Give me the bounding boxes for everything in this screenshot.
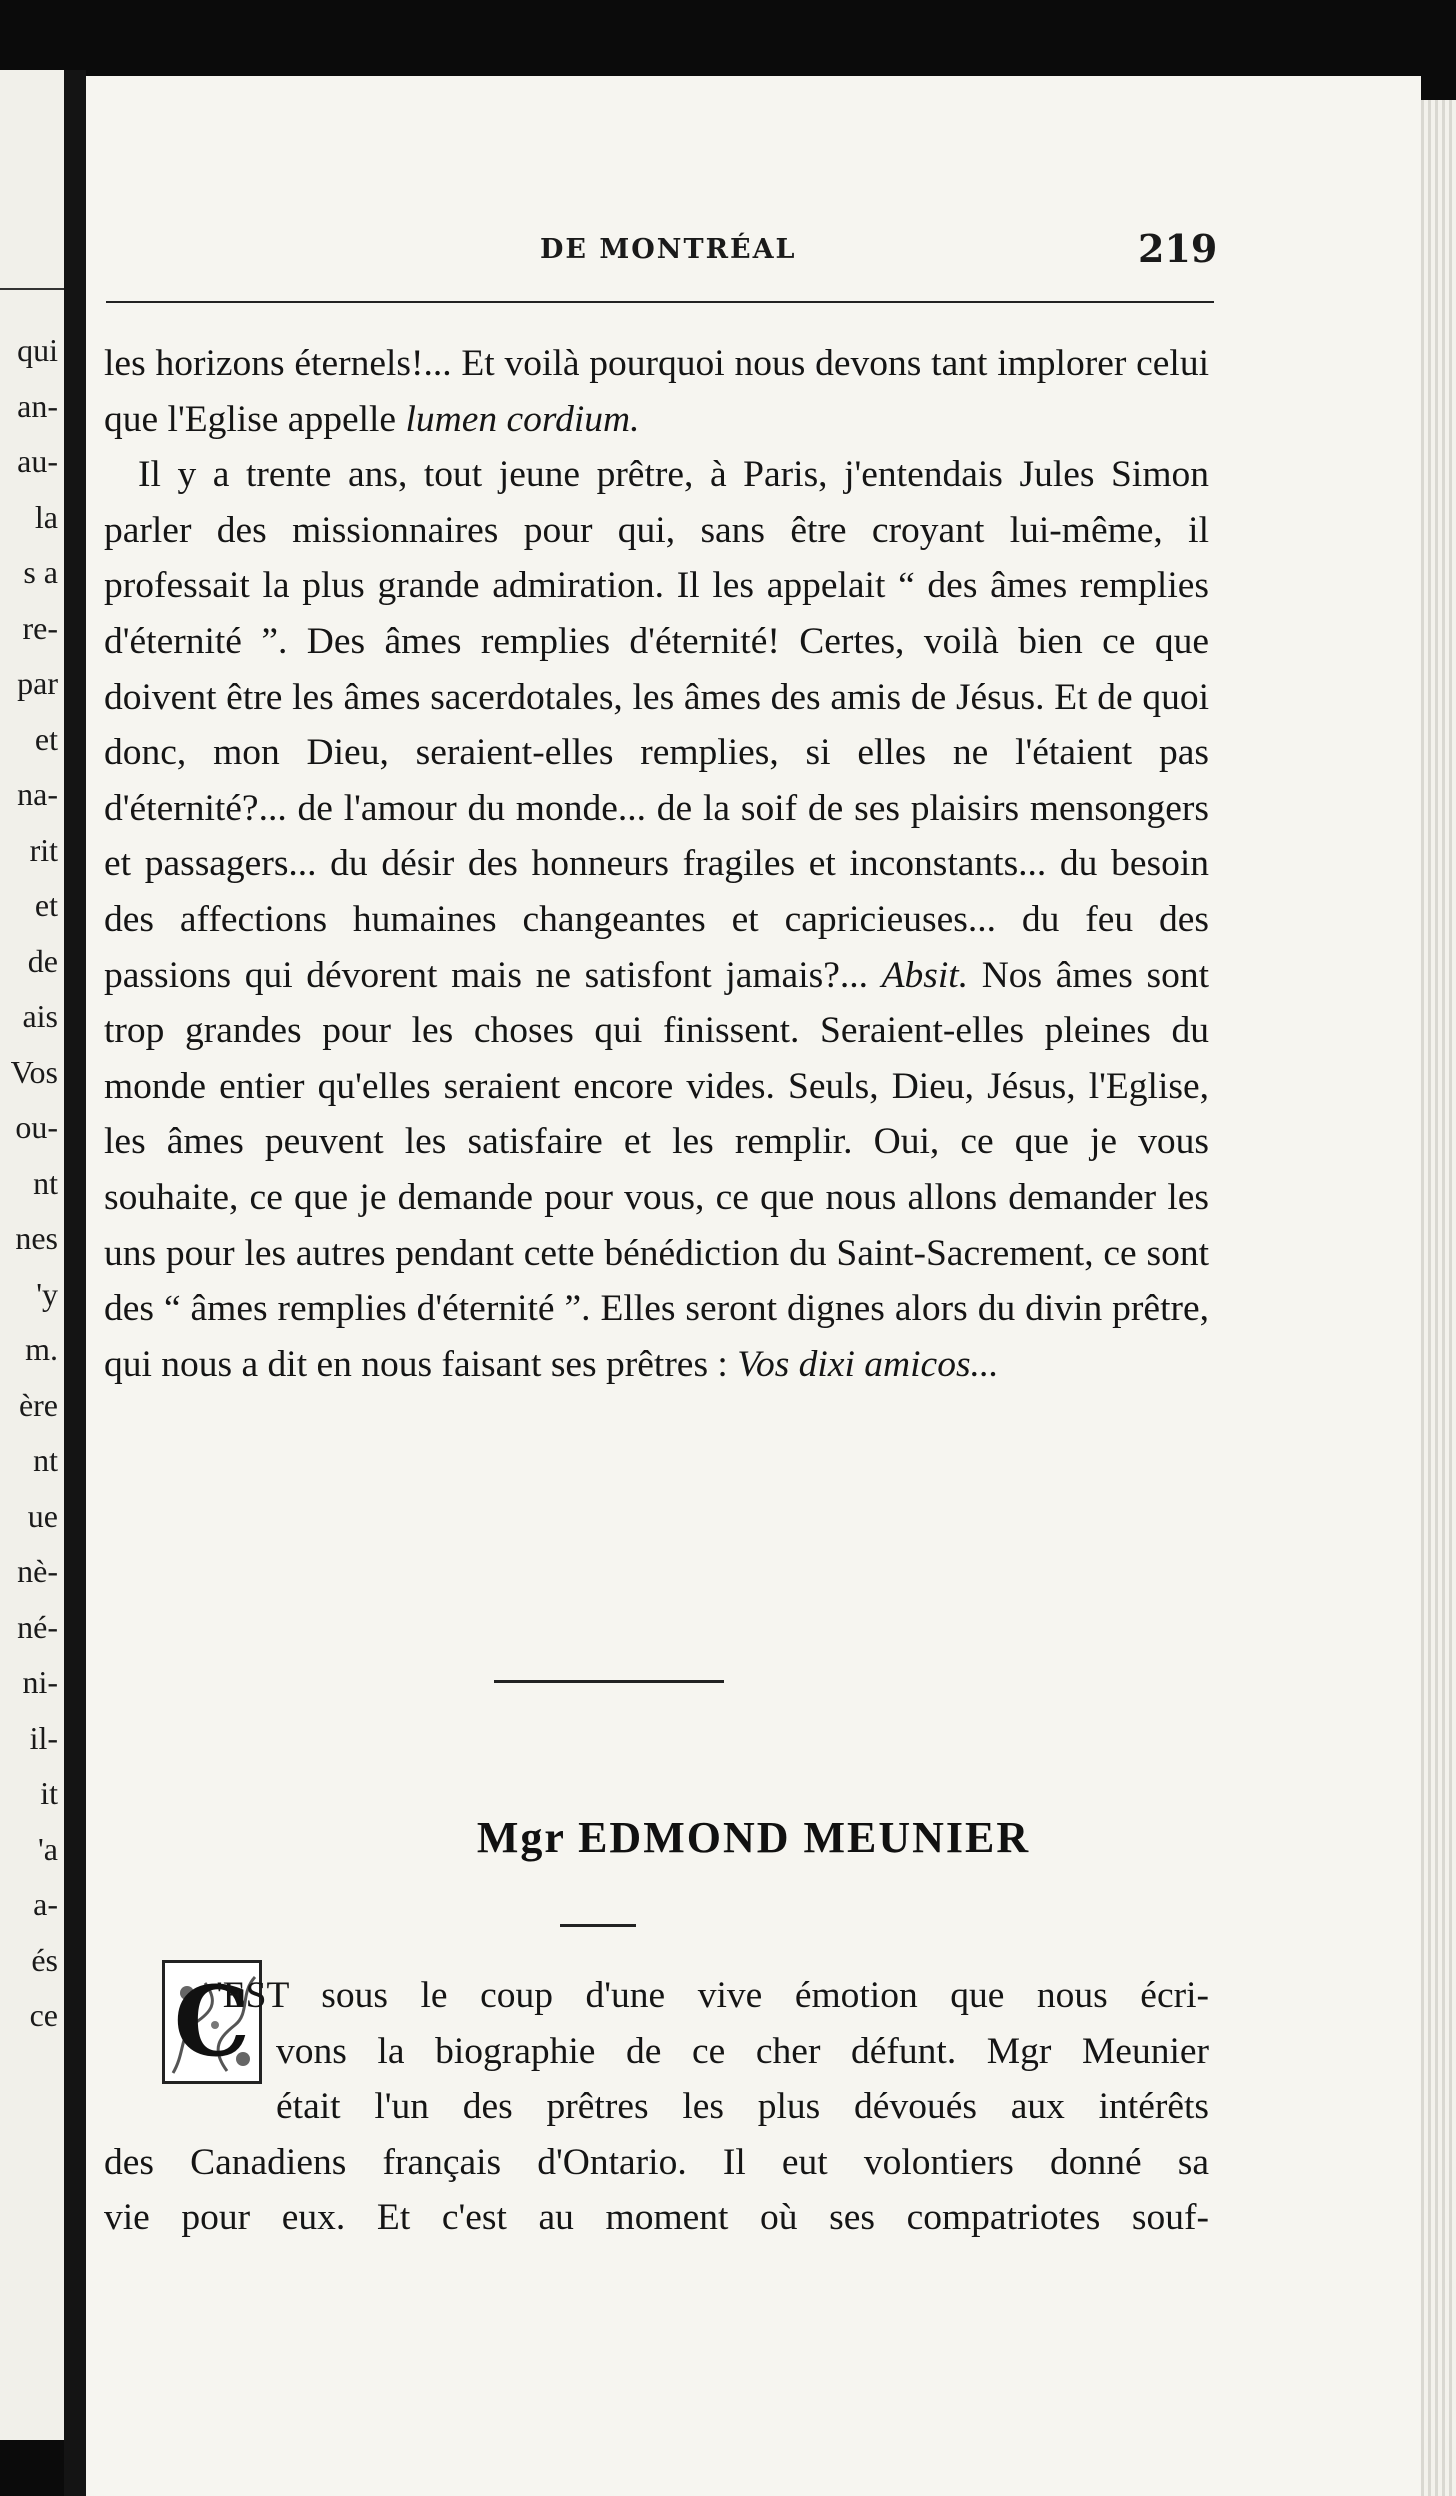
paragraph: les horizons éternels!... Et voilà pourquoi nous devons tant implorer celui que l'Eglise appelle lumen cordium.: [104, 343, 1209, 440]
prev-page-fragment: au-: [17, 443, 58, 479]
prev-page-fragment: ce: [29, 1997, 58, 2033]
text-line: 'EST sous le coup d'une vive émotion que nous écri-: [216, 1975, 1209, 2016]
prev-page-fragment: la: [34, 498, 58, 535]
prev-page-fragment: ère: [18, 1386, 58, 1423]
prev-page-fragment: né-: [17, 1608, 58, 1645]
prev-page-fragment: 'y: [36, 1275, 58, 1312]
page-number: 219: [1138, 226, 1218, 271]
page-header: [86, 226, 1421, 286]
text-line: vons la biographie de ce cher défunt. Mgr Meunier: [276, 2030, 1209, 2072]
section-title: Mgr EDMOND MEUNIER: [476, 1813, 1031, 1862]
prev-page-fragment: 'a: [38, 1830, 58, 1867]
prev-page-fragment: Vos: [10, 1053, 58, 1090]
prev-page-fragment: par: [17, 665, 58, 701]
prev-page-fragment: it: [40, 1775, 58, 1811]
text-line: était l'un des prêtres les plus dévoués aux intérêts: [276, 2086, 1209, 2128]
prev-page-fragment: rit: [29, 831, 58, 868]
prev-page-fragment: ni-: [22, 1664, 58, 1700]
section-separator: [494, 1680, 724, 1683]
prev-page-rule: [0, 288, 64, 290]
text-line: vie pour eux. Et c'est au moment où ses compatriotes souf-: [104, 2197, 1209, 2239]
body-text: [104, 336, 1209, 1392]
page-stack-edge: [1421, 100, 1456, 2496]
title-underline: [560, 1924, 636, 1927]
prev-page-fragment: qui: [17, 332, 58, 368]
prev-page-fragment: na-: [17, 776, 58, 812]
header-rule: [106, 301, 1214, 303]
prev-page-fragment: et: [34, 887, 58, 923]
prev-page-fragment: an-: [17, 387, 58, 424]
prev-page-fragment: m.: [25, 1331, 58, 1367]
prev-page-fragment: ais: [22, 998, 58, 1034]
prev-page-fragment: s a: [23, 554, 58, 590]
prev-page-fragment: de: [27, 942, 58, 979]
prev-page-fragment: nè-: [17, 1553, 58, 1589]
prev-page-fragment: nt: [33, 1442, 58, 1478]
drop-cap-letter: C: [173, 1965, 251, 2078]
book-page: [86, 76, 1421, 2496]
prev-page-fragment: ou-: [15, 1109, 58, 1145]
prev-page-fragment: et: [34, 720, 58, 757]
text-line: des Canadiens français d'Ontario. Il eut volontiers donné sa: [104, 2141, 1209, 2183]
prev-page-fragment: re-: [22, 609, 58, 646]
prev-page-fragment: a-: [33, 1886, 58, 1922]
book-gutter: [64, 70, 86, 2496]
prev-page-fragment: nes: [15, 1220, 58, 1256]
section-paragraph: [104, 1965, 1209, 2246]
prev-page-fragment: il-: [29, 1719, 58, 1756]
prev-page-fragment: ue: [27, 1497, 58, 1534]
paragraph: Il y a trente ans, tout jeune prêtre, à Paris, j'entendais Jules Simon parler des missionnaires pour qui, sans être croyant lui-même, il professait la plus grande admiration. Il les appelait “ des âmes remplies d'éternité ”. Des âmes remplies d'éternité! Certes, voilà bien ce que doivent être les âmes sacerdotales, les âmes des amis de Jésus. Et de quoi donc, mon Dieu, seraient-elles remplies, si elles ne l'étaient pas d'éternité?... de l'amour du monde... de la soif de ses plaisirs mensongers et passagers... du désir des honneurs fragiles et inconstants... du besoin des affections humaines changeantes et capricieuses... du feu des passions qui dévorent mais ne satisfont jamais?... Absit. Nos âmes sont trop grandes pour les choses qui finissent. Seraient-elles pleines du monde entier qu'elles seraient encore vides. Seuls, Dieu, Jésus, l'Eglise, les âmes peuvent les satisfaire et les remplir. Oui, ce que je vous souhaite, ce que je demande pour vous, ce que nous allons demander les uns pour les autres pendant cette bénédiction du Saint-Sacrement, ce sont des “ âmes remplies d'éternité ”. Elles seront dignes alors du divin prêtre, qui nous a dit en nous faisant ses prêtres : Vos dixi amicos...: [104, 454, 1209, 1385]
prev-page-fragment: nt: [33, 1164, 58, 1201]
prev-page-fragment: és: [31, 1941, 58, 1978]
previous-page-edge: [0, 70, 64, 2440]
running-title: DE MONTRÉAL: [540, 234, 797, 265]
